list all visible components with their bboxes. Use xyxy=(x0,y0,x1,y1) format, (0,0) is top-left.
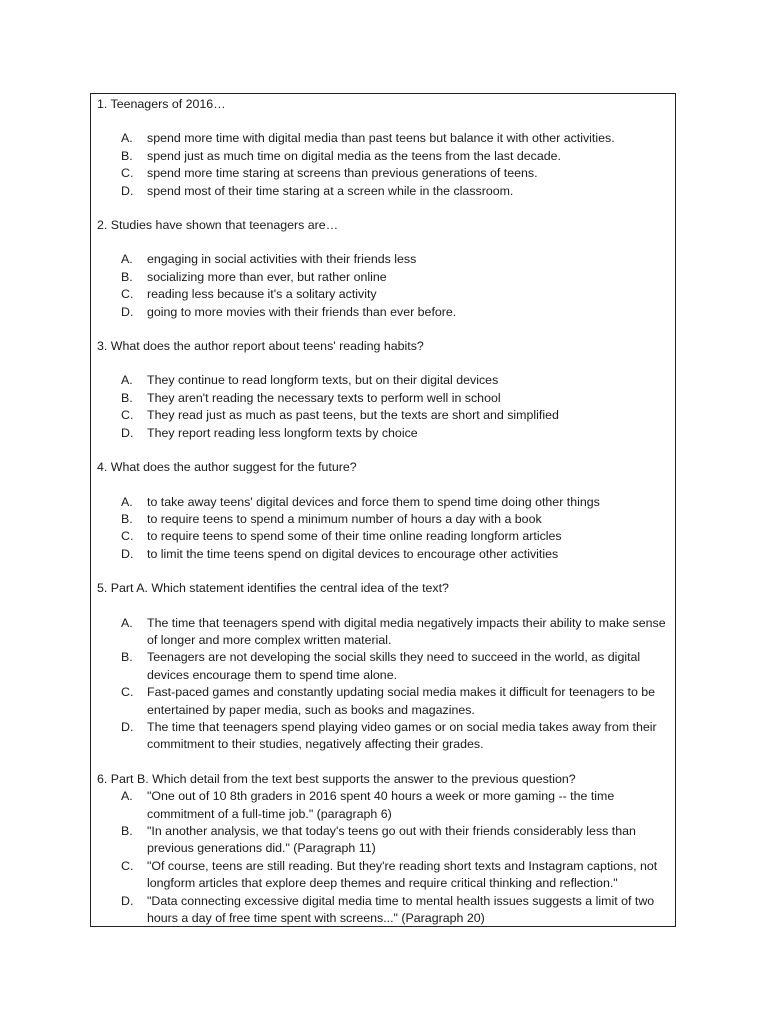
choice-list xyxy=(97,615,667,754)
choice-letter: A. xyxy=(121,615,133,630)
choice-letter: B. xyxy=(121,824,133,838)
choice-text: engaging in social activities with their friends less xyxy=(147,252,417,267)
choice-text: spend most of their time staring at a screen while in the classroom. xyxy=(147,183,514,198)
choice-item xyxy=(97,407,667,424)
question-1 xyxy=(97,96,667,200)
choice-letter: D. xyxy=(121,719,134,734)
choice-letter: B. xyxy=(121,269,133,284)
choice-text: reading less because it's a solitary activity xyxy=(147,287,377,302)
choice-text: to take away teens' digital devices and force them to spend time doing other things xyxy=(147,494,600,509)
choice-item xyxy=(97,649,667,684)
choice-item xyxy=(97,390,667,407)
question-5 xyxy=(97,580,667,754)
choice-item xyxy=(97,615,667,650)
choice-item xyxy=(97,183,667,200)
question-stem: 3. What does the author report about teens' reading habits? xyxy=(97,339,424,354)
choice-item xyxy=(97,788,667,823)
choice-item xyxy=(97,286,667,303)
choice-item xyxy=(97,546,667,563)
choice-item xyxy=(97,372,667,389)
choice-item xyxy=(97,165,667,182)
choice-text: "Data connecting excessive digital media time to mental health issues suggests a limit of two hours a day of free time spent with screens..." (Paragraph 20) xyxy=(147,893,655,926)
choice-letter: D. xyxy=(121,893,134,908)
choice-letter: A. xyxy=(121,252,133,267)
choice-letter: D. xyxy=(121,304,134,319)
choice-letter: C. xyxy=(121,685,134,700)
choice-text: to limit the time teens spend on digital devices to encourage other activities xyxy=(147,546,559,561)
choice-text: They aren't reading the necessary texts to perform well in school xyxy=(147,390,501,405)
choice-letter: A. xyxy=(121,131,133,146)
choice-text: The time that teenagers spend playing video games or on social media takes away from their commitment to their studies, negatively affecting their grades. xyxy=(147,719,657,752)
choice-item xyxy=(97,823,667,858)
choice-text: spend more time with digital media than past teens but balance it with other activities. xyxy=(147,131,615,146)
choice-list xyxy=(97,372,667,442)
choice-letter: D. xyxy=(121,546,134,561)
choice-text: They continue to read longform texts, but on their digital devices xyxy=(147,373,499,388)
choice-text: going to more movies with their friends than ever before. xyxy=(147,304,457,319)
choice-list xyxy=(97,130,667,200)
choice-text: Fast-paced games and constantly updating social media makes it difficult for teenagers to be entertained by paper media, such as books and magazines. xyxy=(147,685,656,717)
choice-item xyxy=(97,130,667,147)
choice-item xyxy=(97,269,667,286)
choice-item xyxy=(97,858,667,893)
choice-text: They report reading less longform texts by choice xyxy=(147,425,418,440)
choice-text: to require teens to spend some of their time online reading longform articles xyxy=(147,529,562,544)
question-2 xyxy=(97,217,667,321)
choice-letter: C. xyxy=(121,408,134,423)
question-3 xyxy=(97,338,667,442)
choice-text: spend just as much time on digital media as the teens from the last decade. xyxy=(147,148,561,163)
question-4 xyxy=(97,459,667,563)
choice-letter: C. xyxy=(121,858,134,873)
choice-item xyxy=(97,528,667,545)
choice-list xyxy=(97,251,667,321)
choice-item xyxy=(97,304,667,321)
choice-text: The time that teenagers spend with digital media negatively impacts their ability to make sense of longer and more complex written material. xyxy=(147,615,666,647)
choice-text: "In another analysis, we that today's teens go out with their friends considerably less than previous generations did." (Paragraph 11) xyxy=(147,824,636,856)
worksheet-box xyxy=(90,93,676,927)
choice-text: They read just as much as past teens, but the texts are short and simplified xyxy=(147,408,559,423)
choice-text: "One out of 10 8th graders in 2016 spent 40 hours a week or more gaming -- the time commitment of a full-time job." (paragraph 6) xyxy=(147,789,615,821)
choice-text: spend more time staring at screens than previous generations of teens. xyxy=(147,166,538,181)
choice-text: "Of course, teens are still reading. But they're reading short texts and Instagram captions, not longform articles that explore deep themes and require critical thinking and reflection." xyxy=(147,858,658,891)
choice-text: to require teens to spend a minimum number of hours a day with a book xyxy=(147,511,542,526)
choice-letter: D. xyxy=(121,183,134,198)
question-stem: 5. Part A. Which statement identifies the central idea of the text? xyxy=(97,581,449,596)
question-stem: 1. Teenagers of 2016… xyxy=(97,97,226,111)
choice-letter: C. xyxy=(121,287,134,302)
question-stem: 6. Part B. Which detail from the text best supports the answer to the previous question? xyxy=(97,771,576,786)
choice-letter: B. xyxy=(121,148,133,163)
choice-item xyxy=(97,251,667,268)
choice-letter: B. xyxy=(121,650,133,665)
choice-letter: A. xyxy=(121,373,133,388)
choice-text: socializing more than ever, but rather online xyxy=(147,269,387,284)
question-6 xyxy=(97,771,667,928)
choice-letter: D. xyxy=(121,425,134,440)
choice-item xyxy=(97,494,667,511)
choice-letter: A. xyxy=(121,789,133,804)
choice-list xyxy=(97,494,667,564)
choice-letter: B. xyxy=(121,511,133,526)
choice-letter: C. xyxy=(121,529,134,544)
choice-list xyxy=(97,788,667,927)
choice-text: Teenagers are not developing the social skills they need to succeed in the world, as digital devices encourage them to spend time alone. xyxy=(147,650,641,682)
choice-item xyxy=(97,148,667,165)
choice-item xyxy=(97,684,667,719)
question-stem: 2. Studies have shown that teenagers are… xyxy=(97,218,339,233)
choice-item xyxy=(97,511,667,528)
choice-item xyxy=(97,425,667,442)
choice-letter: C. xyxy=(121,166,134,181)
choice-letter: A. xyxy=(121,494,133,509)
choice-letter: B. xyxy=(121,390,133,405)
question-stem: 4. What does the author suggest for the future? xyxy=(97,460,357,475)
choice-item xyxy=(97,893,667,928)
choice-item xyxy=(97,719,667,754)
